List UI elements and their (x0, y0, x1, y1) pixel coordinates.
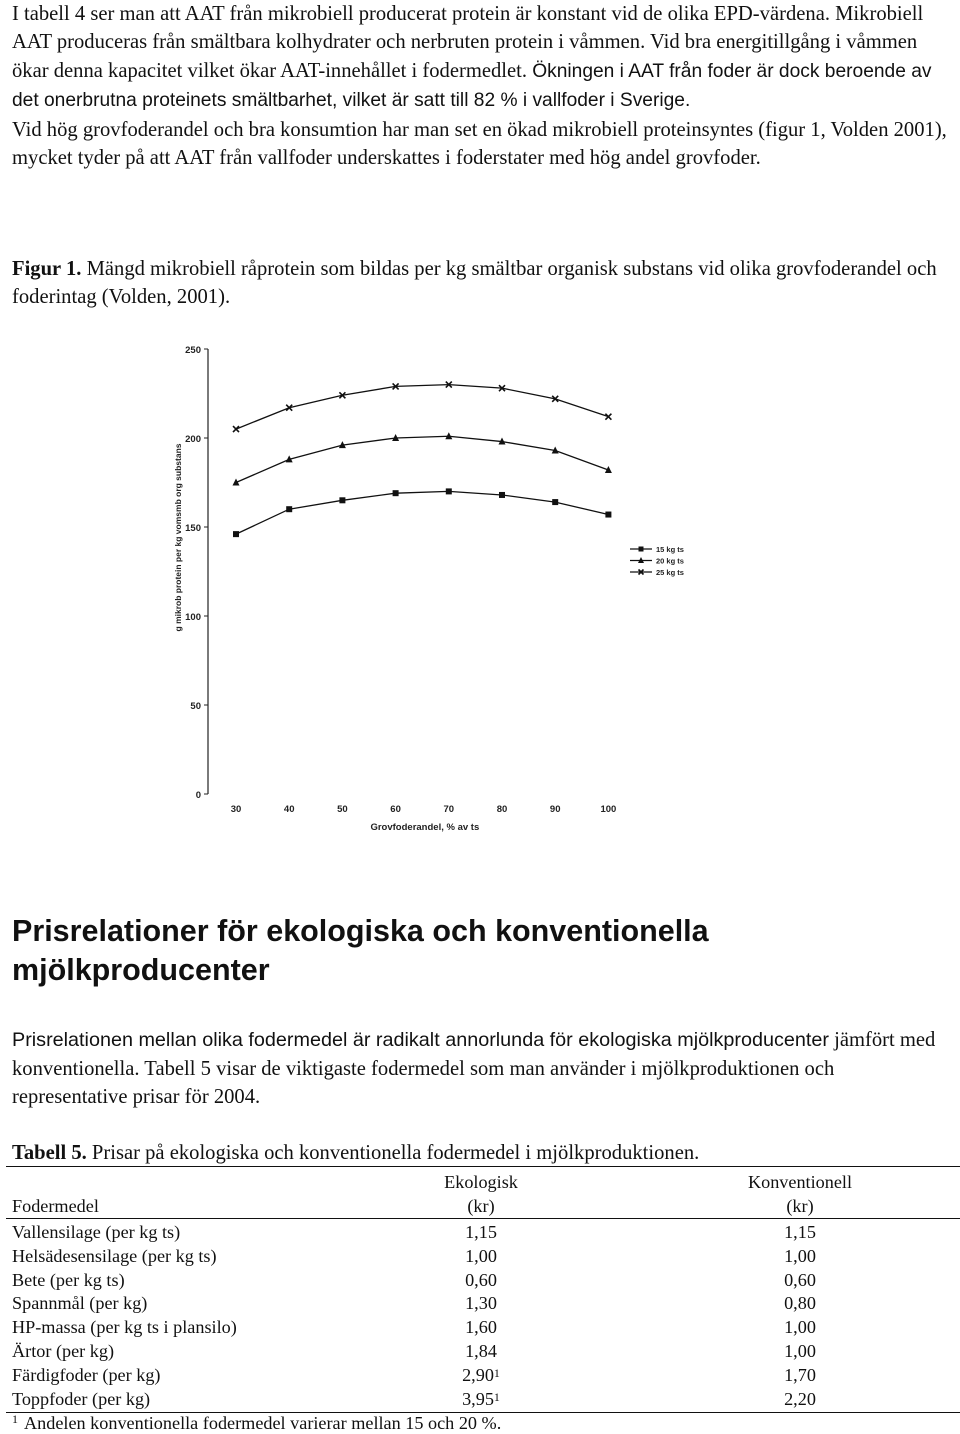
cell-ekologisk (400, 1340, 562, 1362)
cell-ekologisk (400, 1269, 562, 1291)
header-ekologisk-unit: (kr) (467, 1196, 495, 1216)
section-body (12, 1026, 950, 1112)
table-footnote (12, 1412, 501, 1434)
x-tick-label: 70 (443, 804, 455, 815)
cell-konventionell (690, 1221, 910, 1243)
y-axis-label: g mikrob protein per kg vomsmb org substans (173, 443, 183, 632)
cell-fodermedel (12, 1292, 147, 1314)
cell-fodermedel (12, 1364, 160, 1386)
cell-konventionell-value: 1,00 (784, 1341, 816, 1361)
table-caption-text: Prisar på ekologiska och konventionella fodermedel i mjölkproduktionen. (86, 1142, 700, 1164)
cell-ekologisk (400, 1364, 562, 1386)
cell-konventionell-value: 1,00 (784, 1317, 816, 1338)
data-point (552, 499, 558, 505)
series-line-20-kg-ts (236, 436, 608, 482)
header-konventionell: Konventionell (747, 1172, 853, 1192)
data-point (499, 492, 505, 498)
intro-sans-sentence: Ökningen i AAT från foder är dock beroende av det onerbrutna proteinets smältbarhet, vilket är satt till 82 % i vallfoder i Sverige. (12, 60, 932, 112)
legend-label: 20 kg ts (656, 556, 684, 566)
cell-konventionell (690, 1245, 910, 1267)
cell-ekologisk-value: 1,15 (465, 1222, 497, 1242)
intro-paragraph-2: Vid hög grovfoderandel och bra konsumtion har man set en ökad mikrobiell proteinsyntes (figur 1, Volden 2001), mycket tyder på att AAT från vallfoder underskattes i foderstater med hög andel grovfoder. (12, 118, 947, 170)
x-tick-label: 40 (283, 804, 295, 815)
x-tick-label: 80 (496, 804, 508, 815)
cell-ekologisk-footnote-mark: 1 (493, 1389, 500, 1404)
table-rule-mid (6, 1218, 960, 1219)
cell-konventionell-value: 0,60 (784, 1269, 816, 1290)
cell-fodermedel-value: Färdigfoder (per kg) (12, 1364, 161, 1385)
header-fodermedel: Fodermedel (12, 1196, 99, 1216)
cell-konventionell (690, 1292, 910, 1314)
section-body-rest: jämfört med konventionella. Tabell 5 visar de viktigaste fodermedel som man använder i mjölkproduktionen och representative prisar för 2004. (12, 1029, 936, 1109)
cell-ekologisk (400, 1388, 562, 1410)
section-heading: Prisrelationer för ekologiska och konventionella mjölkproducenter (12, 914, 709, 987)
cell-fodermedel-value: Helsädesensilage (per kg ts) (12, 1245, 217, 1266)
cell-fodermedel-value: Toppfoder (per kg) (12, 1388, 151, 1409)
x-axis-label: Grovfoderandel, % av ts (370, 822, 480, 833)
data-point (286, 506, 292, 512)
cell-fodermedel (12, 1269, 125, 1291)
cell-fodermedel-value: Ärtor (per kg) (12, 1341, 115, 1361)
cell-ekologisk-value: 1,00 (465, 1245, 497, 1266)
y-tick-label: 100 (185, 612, 201, 623)
cell-ekologisk-footnote-mark: 1 (493, 1365, 500, 1380)
legend-label: 25 kg ts (656, 568, 684, 577)
line-chart (160, 335, 720, 835)
data-point (605, 414, 611, 420)
cell-ekologisk (400, 1221, 562, 1243)
header-ekologisk: Ekologisk (444, 1172, 518, 1192)
series-line-25-kg-ts (236, 385, 608, 430)
cell-fodermedel-value: Bete (per kg ts) (12, 1269, 125, 1290)
x-tick-label: 60 (390, 804, 401, 815)
cell-fodermedel (12, 1221, 180, 1243)
cell-konventionell-value: 1,15 (784, 1222, 816, 1242)
y-tick-label: 150 (185, 523, 201, 534)
cell-konventionell-value: 2,20 (784, 1388, 816, 1409)
cell-fodermedel-value: HP-massa (per kg ts i plansilo) (12, 1317, 237, 1338)
data-point (393, 490, 399, 496)
table-rule-top (6, 1166, 960, 1167)
y-tick-label: 50 (190, 701, 201, 712)
figure-caption-text: Mängd mikrobiell råprotein som bildas per kg smältbar organisk substans vid olika grovfoderandel och foderintag (Volden, 2001). (12, 258, 937, 309)
cell-fodermedel (12, 1388, 150, 1410)
cell-konventionell-value: 1,70 (784, 1364, 816, 1385)
cell-konventionell (690, 1316, 910, 1338)
cell-ekologisk (400, 1245, 562, 1267)
cell-ekologisk-value: 3,95 (462, 1388, 494, 1409)
cell-fodermedel (12, 1316, 237, 1338)
cell-fodermedel-value: Vallensilage (per kg ts) (12, 1222, 181, 1242)
series-line-15-kg-ts (236, 491, 608, 534)
intro-paragraph-1: I tabell 4 ser man att AAT från mikrobiell producerat protein är konstant vid de olika EPD-värdena. Mikrobiell AAT produceras från smältbara kolhydrater och nerbruten protein i våmmen. Vid bra energitillgång i våmmen ökar denna kapacitet vilket ökar AAT-innehållet i fodermedlet. Ökningen i AAT från foder är dock beroende av det onerbrutna proteinets smältbarhet, vilket är satt till 82 % i vallfoder i Sverige. (12, 3, 932, 112)
y-tick-label: 250 (185, 345, 201, 356)
cell-ekologisk-value: 2,90 (462, 1364, 494, 1385)
y-tick-label: 0 (195, 790, 201, 801)
cell-konventionell (690, 1364, 910, 1386)
cell-konventionell (690, 1388, 910, 1410)
table-label: Tabell 5. (12, 1142, 87, 1164)
data-point (339, 497, 345, 503)
x-tick-label: 50 (337, 804, 348, 815)
header-konventionell-unit: (kr) (786, 1196, 814, 1216)
x-tick-label: 100 (600, 804, 617, 815)
legend-marker (639, 547, 644, 552)
data-point (233, 426, 239, 432)
cell-fodermedel (12, 1340, 114, 1362)
data-point (233, 531, 239, 537)
x-tick-label: 30 (230, 804, 242, 815)
legend-label: 15 kg ts (656, 545, 684, 554)
section-body-sans: Prisrelationen mellan olika fodermedel är radikalt annorlunda för ekologiska mjölkproducenter (12, 1029, 829, 1051)
figure-chart (160, 335, 720, 840)
cell-fodermedel (12, 1245, 217, 1267)
cell-konventionell (690, 1340, 910, 1362)
cell-ekologisk-value: 0,60 (465, 1269, 497, 1290)
y-tick-label: 200 (185, 434, 201, 445)
figure-label: Figur 1. (12, 258, 82, 280)
cell-fodermedel-value: Spannmål (per kg) (12, 1293, 148, 1314)
cell-ekologisk-value: 1,30 (465, 1293, 497, 1314)
cell-ekologisk-value: 1,84 (465, 1341, 497, 1361)
data-point (605, 512, 611, 518)
figure-caption (12, 255, 950, 312)
data-point (446, 488, 452, 494)
table-caption (12, 1139, 950, 1167)
cell-konventionell (690, 1269, 910, 1291)
cell-ekologisk (400, 1316, 562, 1338)
x-tick-label: 90 (549, 804, 561, 815)
footnote-mark: 1 (12, 1412, 18, 1426)
cell-ekologisk-value: 1,60 (465, 1317, 497, 1338)
intro-text (12, 0, 950, 172)
cell-konventionell-value: 1,00 (784, 1245, 816, 1266)
footnote-text: Andelen konventionella fodermedel varierar mellan 15 och 20 %. (24, 1413, 502, 1433)
cell-ekologisk (400, 1292, 562, 1314)
cell-konventionell-value: 0,80 (784, 1293, 816, 1314)
